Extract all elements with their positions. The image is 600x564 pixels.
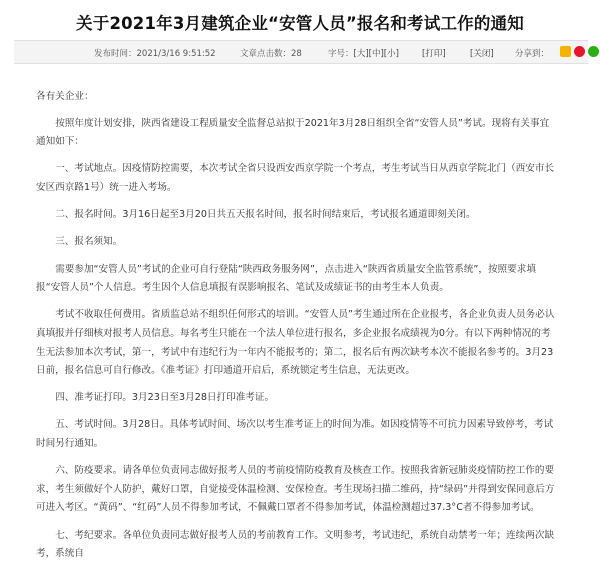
font-small-link[interactable]: [小] <box>383 49 399 59</box>
paragraph-location: 一、考试地点。因疫情防控需要，本次考试全省只设西安西京学院一个考点，考生考试当日从西京学院北门（西安市长安区西京路1号）统一进入考场。 <box>36 163 555 193</box>
paragraph-registration-steps: 需要参加“安管人员”考试的企业可自行登陆“陕西政务服务网”，点击进入“陕西省质量安全监管系统”，按照要求填报“安管人员”个人信息。考生因个人信息填报有误影响报名、笔试及成绩证书的由考生本人负责。 <box>36 263 536 294</box>
paragraph-fees-rules: 考试不收取任何费用。省质监总站不组织任何形式的培训。“安管人员”考生通过所在企业报考，各企业负责人员务必认真填报并仔细核对报考人员信息。每名考生只能在一个法人单位进行报名，多企业报名成绩视为0分。有以下两种情况的考生无法参加本次考试，第一，考试中有违纪行为一年内不能报考的；第二，报名后有两次缺考本次不能报名参考的。3月23日前，报名信息可自行修改。《准考证》打印通道开启后，系统锁定考生信息，无法更改。 <box>36 309 555 377</box>
paragraph-intro: 按照年度计划安排，陕西省建设工程质量安全监督总站拟于2021年3月28日组织全省“安管人员”考试。现将有关事宜通知如下： <box>36 117 550 148</box>
paragraph-discipline: 七、考纪要求。各单位负责同志做好报考人员的考前教育工作。文明参考，考试违纪，系统自动禁考一年；连续两次缺考，系统自 <box>36 529 555 560</box>
font-large-link[interactable]: [大] <box>353 49 369 59</box>
paragraph-registration-time: 二、报名时间。3月16日起至3月20日共五天报名时间，报名时间结束后，考试报名通道即刻关闭。 <box>55 209 476 221</box>
font-size-controls <box>328 47 399 59</box>
views-info <box>240 47 302 59</box>
wechat-icon[interactable] <box>588 46 599 57</box>
print-link[interactable]: [打印] <box>422 49 446 59</box>
publish-label: 发布时间： <box>94 49 137 59</box>
article-meta-bar <box>14 40 588 64</box>
article-body <box>36 88 558 564</box>
paragraph-epidemic-requirements: 六、防疫要求。请各单位负责同志做好报考人员的考前疫情防疫教育及核查工作。按照我省新冠肺炎疫情防控工作的要求，考生须做好个人防护，戴好口罩，自觉接受体温检测、安保检查。考生现场扫描二维码，持“绿码”并得到安保同意后方可进入考区。“黄码”、“红码”人员不得参加考试，不佩戴口罩者不得参加考试，体温检测超过37.3°C者不得参加考试。 <box>36 465 555 514</box>
views-label: 文章点击数： <box>240 49 292 59</box>
article-title: 关于2021年3月建筑企业“安管人员”报名和考试工作的通知 <box>76 14 524 33</box>
font-size-label: 字号： <box>328 49 354 59</box>
publish-info <box>94 47 216 59</box>
paragraph-admission-ticket: 四、准考证打印。3月23日至3月28日打印准考证。 <box>55 392 275 404</box>
publish-time: 2021/3/16 9:51:52 <box>136 49 216 59</box>
views-count: 28 <box>291 49 302 59</box>
weibo-icon[interactable] <box>574 46 585 57</box>
close-link[interactable]: [关闭] <box>470 49 494 59</box>
paragraph-registration-notice: 三、报名须知。 <box>55 236 123 248</box>
greeting: 各有关企业： <box>36 91 94 102</box>
share-label: 分享到： <box>515 49 550 59</box>
font-medium-link[interactable]: [中] <box>368 49 384 59</box>
share-icons <box>560 46 599 57</box>
paragraph-exam-time: 五、考试时间。3月28日。具体考试时间、场次以考生准考证上的时间为准。如因疫情等不可抗力因素导致停考，考试时间另行通知。 <box>36 419 554 450</box>
qzone-icon[interactable] <box>560 46 571 57</box>
